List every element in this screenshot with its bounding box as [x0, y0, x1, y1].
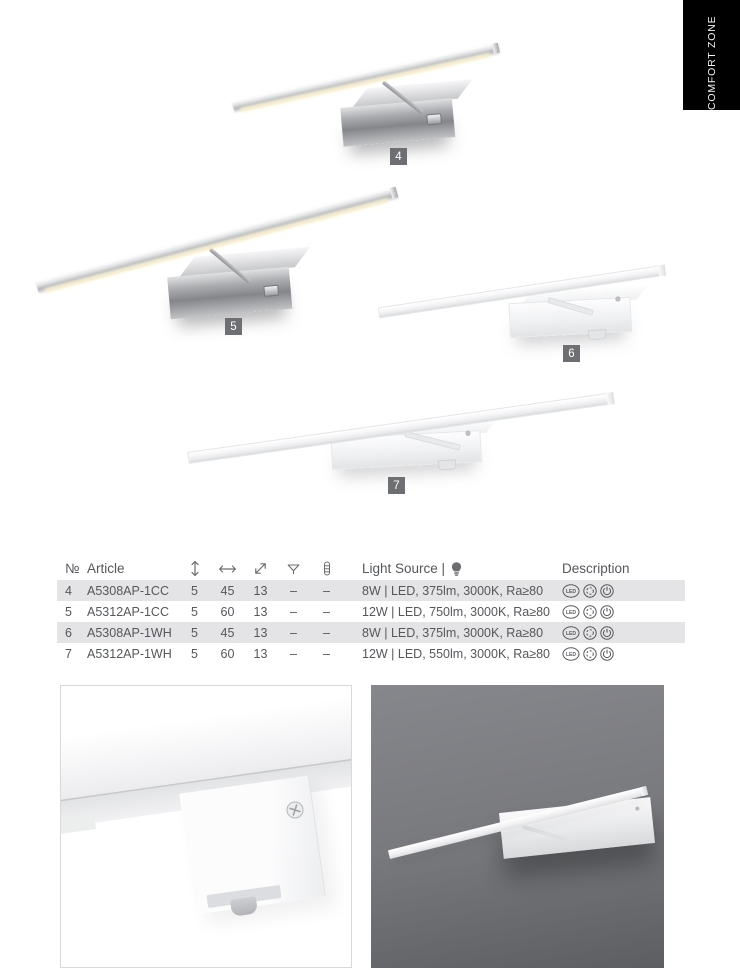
detail-photo-closeup: [60, 685, 352, 968]
power-icon: [600, 605, 614, 619]
col-header-no: №: [65, 561, 80, 576]
shade-cell: –: [290, 646, 297, 661]
socket-cell: –: [323, 583, 330, 598]
spec-table: [57, 557, 685, 664]
bulb-icon: [450, 561, 463, 577]
table-row: [57, 580, 685, 601]
table-row: [57, 622, 685, 643]
switch-tab: [230, 896, 258, 916]
socket-cell: –: [323, 625, 330, 640]
description-cell: [562, 605, 685, 619]
rotation-icon: [583, 605, 597, 619]
height-cell: 5: [191, 583, 198, 598]
width-icon: [211, 561, 244, 576]
comfort-zone-label: COMFORT ZONE: [705, 15, 718, 110]
no-cell: 4: [65, 583, 72, 598]
product-number: 4: [395, 150, 402, 163]
shade-icon: [277, 561, 310, 576]
ambiance-photo: [371, 685, 664, 968]
projection-cell: 13: [253, 604, 268, 619]
power-icon: [600, 584, 614, 598]
article-cell: A5308AP-1WH: [87, 625, 172, 640]
rotation-icon: [583, 626, 597, 640]
col-header-article: Article: [87, 561, 125, 576]
col-header-description: Description: [562, 561, 630, 576]
description-cell: [562, 626, 685, 640]
product-number-badge: [225, 318, 242, 335]
svg-text:LED: LED: [566, 630, 576, 637]
projection-cell: 13: [253, 583, 268, 598]
product-number-badge: [388, 477, 405, 494]
width-cell: 45: [220, 625, 235, 640]
lamp-box: [166, 249, 293, 319]
led-badge-icon: [562, 605, 580, 619]
col-header-light-source: [343, 561, 562, 577]
projection-cell: 13: [253, 646, 268, 661]
lamp-switch: [426, 113, 442, 125]
svg-text:LED: LED: [566, 651, 576, 658]
width-cell: 60: [220, 604, 235, 619]
shade-cell: –: [290, 625, 297, 640]
lamp-arm: [60, 811, 96, 835]
height-cell: 5: [191, 604, 198, 619]
screw-icon: [635, 806, 639, 810]
lamp-switch: [438, 459, 456, 470]
shade-cell: –: [290, 583, 297, 598]
product-number: 5: [230, 320, 237, 333]
table-row: [57, 601, 685, 622]
height-icon: [178, 560, 211, 577]
height-cell: 5: [191, 625, 198, 640]
comfort-zone-tab: [683, 0, 740, 110]
projection-cell: 13: [253, 625, 268, 640]
width-cell: 45: [220, 583, 235, 598]
light-source-cell: 8W | LED, 375lm, 3000K, Ra≥80: [362, 583, 544, 598]
screw-icon: [285, 800, 305, 820]
light-source-cell: 12W | LED, 750lm, 3000K, Ra≥80: [362, 604, 550, 619]
product-number-badge: [390, 148, 407, 165]
led-badge-icon: [562, 626, 580, 640]
power-icon: [600, 647, 614, 661]
shade-cell: –: [290, 604, 297, 619]
lamp-switch: [263, 285, 279, 297]
power-icon: [600, 626, 614, 640]
product-number-badge: [563, 345, 580, 362]
svg-text:LED: LED: [566, 609, 576, 616]
light-source-cell: 8W | LED, 375lm, 3000K, Ra≥80: [362, 625, 544, 640]
no-cell: 7: [65, 646, 72, 661]
no-cell: 6: [65, 625, 72, 640]
led-badge-icon: [562, 584, 580, 598]
article-cell: A5312AP-1CC: [87, 604, 169, 619]
led-badge-icon: [562, 647, 580, 661]
socket-cell: –: [323, 604, 330, 619]
lamp-switch: [588, 329, 606, 340]
socket-cell: –: [323, 646, 330, 661]
light-source-label: Light Source |: [362, 561, 446, 576]
product-number: 6: [568, 347, 575, 360]
article-cell: A5308AP-1CC: [87, 583, 169, 598]
svg-text:LED: LED: [566, 588, 576, 595]
product-number: 7: [393, 479, 400, 492]
table-header: [57, 557, 685, 580]
description-cell: [562, 647, 685, 661]
rotation-icon: [583, 647, 597, 661]
article-cell: A5312AP-1WH: [87, 646, 172, 661]
socket-icon: [310, 560, 343, 577]
table-row: [57, 643, 685, 664]
light-source-cell: 12W | LED, 550lm, 3000K, Ra≥80: [362, 646, 550, 661]
no-cell: 5: [65, 604, 72, 619]
description-cell: [562, 584, 685, 598]
height-cell: 5: [191, 646, 198, 661]
width-cell: 60: [220, 646, 235, 661]
projection-icon: [244, 561, 277, 577]
rotation-icon: [583, 584, 597, 598]
